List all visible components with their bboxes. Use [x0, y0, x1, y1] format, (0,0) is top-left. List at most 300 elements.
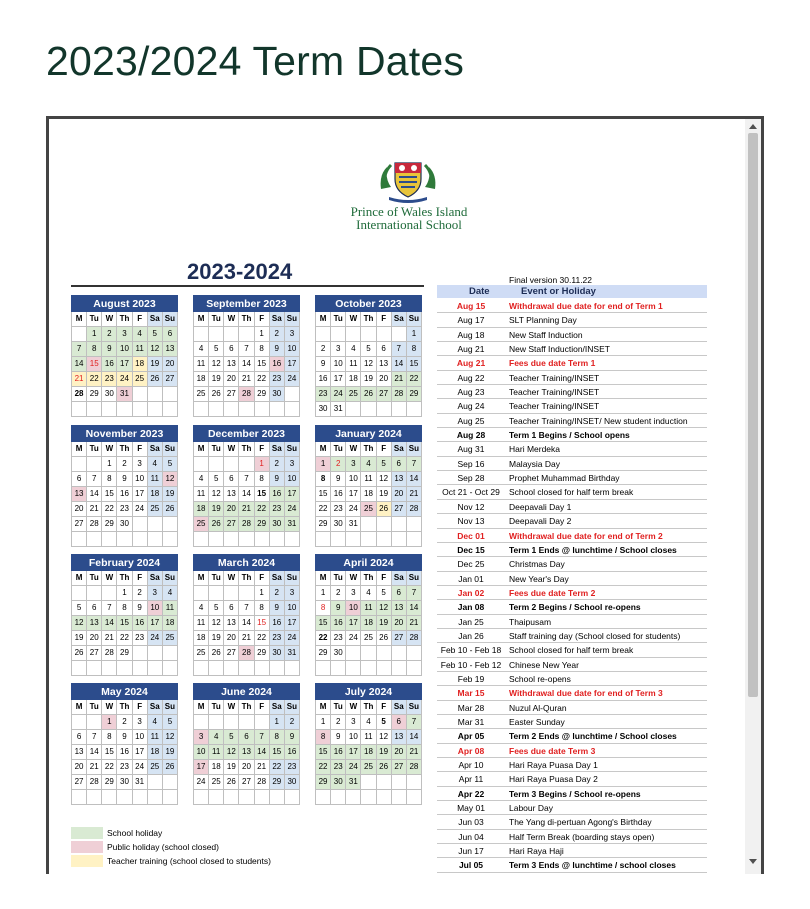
day-cell: [194, 586, 209, 601]
day-cell: 11: [361, 472, 376, 487]
day-cell: [346, 646, 361, 661]
day-cell: 9: [269, 472, 284, 487]
day-cell: [87, 402, 102, 417]
day-cell: 19: [209, 502, 224, 517]
day-cell: 14: [239, 357, 254, 372]
day-cell: [224, 457, 239, 472]
weekday-label: F: [254, 442, 269, 457]
day-cell: [269, 790, 284, 805]
day-cell: 26: [224, 775, 239, 790]
day-cell: 27: [391, 502, 406, 517]
legend-label: Teacher training (school closed to students): [107, 856, 271, 866]
event-row: [437, 500, 737, 514]
day-cell: [194, 402, 209, 417]
day-cell: 4: [194, 601, 209, 616]
day-cell: 7: [406, 586, 421, 601]
day-cell: [284, 402, 299, 417]
event-label: Fees due date Term 3: [509, 745, 596, 756]
day-cell: [132, 402, 147, 417]
weekday-label: Th: [239, 700, 254, 715]
event-label: New Year's Day: [509, 573, 569, 584]
day-cell: 18: [361, 487, 376, 502]
day-cell: 21: [239, 372, 254, 387]
event-date: Aug 25: [457, 415, 485, 426]
day-cell: 14: [406, 472, 421, 487]
day-cell: 18: [209, 760, 224, 775]
day-cell: 7: [391, 342, 406, 357]
day-cell: 3: [194, 730, 209, 745]
day-cell: [239, 790, 254, 805]
term-dates-document: [49, 119, 745, 874]
day-cell: [224, 715, 239, 730]
day-cell: [72, 661, 87, 676]
event-date: Dec 25: [457, 559, 485, 570]
pdf-viewer[interactable]: [46, 116, 764, 874]
day-cell: 6: [224, 472, 239, 487]
event-date: Apr 10: [458, 760, 484, 770]
day-cell: [254, 402, 269, 417]
day-cell: 10: [284, 601, 299, 616]
day-cell: 1: [254, 586, 269, 601]
event-row: [437, 428, 737, 442]
day-cell: 22: [406, 372, 421, 387]
weekday-label: Sa: [269, 442, 284, 457]
day-cell: 15: [316, 745, 331, 760]
event-row: [437, 815, 737, 829]
day-cell: [117, 402, 132, 417]
day-cell: 29: [406, 387, 421, 402]
day-cell: 23: [331, 631, 346, 646]
event-row: [437, 299, 737, 313]
day-cell: 18: [162, 616, 177, 631]
day-cell: 5: [376, 457, 391, 472]
day-cell: 17: [117, 357, 132, 372]
event-row: [437, 342, 737, 356]
weekday-label: Tu: [87, 571, 102, 586]
day-cell: [102, 661, 117, 676]
day-cell: 23: [316, 387, 331, 402]
day-cell: 22: [316, 631, 331, 646]
day-cell: [376, 790, 391, 805]
day-cell: 4: [162, 586, 177, 601]
day-cell: [147, 402, 162, 417]
day-cell: 18: [346, 372, 361, 387]
day-cell: 15: [316, 487, 331, 502]
day-cell: [102, 532, 117, 547]
day-cell: 24: [284, 631, 299, 646]
day-cell: 28: [391, 387, 406, 402]
day-cell: [224, 402, 239, 417]
event-row: [437, 772, 737, 786]
day-cell: 9: [102, 342, 117, 357]
day-cell: [194, 715, 209, 730]
day-cell: 22: [316, 502, 331, 517]
day-cell: 6: [72, 730, 87, 745]
school-name: [309, 205, 509, 231]
day-cell: 18: [132, 357, 147, 372]
day-cell: [406, 402, 421, 417]
day-cell: 17: [194, 760, 209, 775]
day-cell: 31: [132, 775, 147, 790]
day-cell: [194, 661, 209, 676]
event-date: Apr 08: [457, 745, 485, 756]
weekday-label: Sa: [391, 700, 406, 715]
event-label: Withdrawal due date for end of Term 2: [509, 530, 663, 541]
day-cell: 31: [346, 517, 361, 532]
month-calendar: [193, 554, 300, 676]
event-date: Aug 22: [457, 372, 485, 383]
weekday-label: M: [194, 700, 209, 715]
day-cell: 11: [162, 601, 177, 616]
day-cell: 29: [269, 775, 284, 790]
day-cell: 1: [254, 457, 269, 472]
event-date: Aug 17: [457, 315, 485, 326]
day-cell: 12: [209, 487, 224, 502]
day-cell: 22: [102, 502, 117, 517]
day-cell: 27: [72, 775, 87, 790]
day-cell: 8: [254, 601, 269, 616]
event-label: School re-opens: [509, 673, 571, 684]
day-cell: 13: [224, 487, 239, 502]
day-cell: 17: [346, 487, 361, 502]
day-cell: 2: [117, 457, 132, 472]
weekday-label: Sa: [147, 442, 162, 457]
day-cell: 4: [209, 730, 224, 745]
day-cell: 2: [284, 715, 299, 730]
event-row: [437, 758, 737, 772]
day-cell: [284, 387, 299, 402]
event-row: [437, 729, 737, 743]
day-cell: 17: [346, 745, 361, 760]
day-cell: 6: [72, 472, 87, 487]
day-cell: [132, 517, 147, 532]
day-cell: 9: [269, 342, 284, 357]
day-cell: 12: [147, 342, 162, 357]
day-cell: [391, 532, 406, 547]
day-cell: 1: [102, 715, 117, 730]
day-cell: [254, 790, 269, 805]
day-cell: 2: [331, 457, 346, 472]
day-cell: [254, 661, 269, 676]
day-cell: 12: [162, 472, 177, 487]
day-cell: [254, 715, 269, 730]
day-cell: 17: [346, 616, 361, 631]
school-crest-icon: [377, 159, 439, 203]
day-cell: 3: [284, 327, 299, 342]
scroll-thumb[interactable]: [748, 133, 758, 697]
day-cell: 6: [224, 601, 239, 616]
weekday-label: M: [194, 312, 209, 327]
event-row: [437, 830, 737, 844]
day-cell: 5: [147, 327, 162, 342]
day-cell: 21: [391, 372, 406, 387]
day-cell: 13: [391, 472, 406, 487]
day-cell: 11: [346, 357, 361, 372]
event-row: [437, 686, 737, 700]
event-label: New Staff Induction/INSET: [509, 344, 610, 355]
day-cell: 21: [254, 760, 269, 775]
weekday-label: F: [132, 442, 147, 457]
month-calendar: [71, 295, 178, 417]
day-cell: 5: [376, 715, 391, 730]
day-cell: [391, 775, 406, 790]
weekday-label: F: [254, 700, 269, 715]
event-row: [437, 615, 737, 629]
day-cell: 8: [117, 601, 132, 616]
weekday-label: Su: [284, 700, 299, 715]
month-name: March 2024: [194, 555, 300, 571]
day-cell: [391, 646, 406, 661]
day-cell: [406, 517, 421, 532]
weekday-label: Tu: [87, 442, 102, 457]
day-cell: 4: [361, 586, 376, 601]
event-date: Mar 31: [457, 716, 485, 727]
day-cell: 21: [87, 502, 102, 517]
day-cell: 26: [209, 387, 224, 402]
events-list: [437, 299, 737, 873]
day-cell: 30: [117, 775, 132, 790]
day-cell: [87, 790, 102, 805]
weekday-label: Th: [361, 442, 376, 457]
day-cell: 3: [147, 586, 162, 601]
day-cell: [224, 532, 239, 547]
day-cell: 7: [239, 601, 254, 616]
event-row: [437, 744, 737, 758]
day-cell: 20: [391, 745, 406, 760]
day-cell: 25: [147, 502, 162, 517]
day-cell: 24: [194, 775, 209, 790]
day-cell: 2: [102, 327, 117, 342]
event-row: [437, 629, 737, 643]
event-date: Dec 15: [457, 544, 485, 555]
day-cell: 14: [239, 616, 254, 631]
day-cell: 14: [406, 601, 421, 616]
day-cell: 30: [331, 775, 346, 790]
weekday-label: F: [132, 700, 147, 715]
day-cell: 5: [72, 601, 87, 616]
day-cell: 21: [239, 502, 254, 517]
day-cell: 31: [284, 517, 299, 532]
scroll-up-arrow-icon[interactable]: [749, 124, 757, 129]
day-cell: 23: [102, 372, 117, 387]
day-cell: 12: [209, 616, 224, 631]
day-cell: 10: [132, 472, 147, 487]
final-version-note: Final version 30.11.22: [509, 275, 593, 285]
day-cell: [117, 790, 132, 805]
day-cell: 24: [117, 372, 132, 387]
day-cell: 1: [316, 715, 331, 730]
event-date: Oct 21 - Oct 29: [442, 487, 500, 498]
events-header: [437, 285, 707, 298]
event-label: Staff training day (School closed for students): [509, 630, 681, 641]
event-date: Apr 22: [457, 788, 485, 799]
day-cell: 28: [406, 760, 421, 775]
day-cell: 30: [284, 775, 299, 790]
day-cell: 26: [162, 760, 177, 775]
day-cell: 13: [72, 487, 87, 502]
day-cell: [361, 517, 376, 532]
day-cell: 19: [376, 487, 391, 502]
day-cell: 19: [162, 487, 177, 502]
day-cell: 12: [376, 601, 391, 616]
day-cell: 18: [194, 502, 209, 517]
day-cell: [361, 790, 376, 805]
day-cell: 8: [316, 472, 331, 487]
day-cell: 24: [346, 760, 361, 775]
event-date: Jun 17: [458, 846, 484, 857]
day-cell: [162, 517, 177, 532]
day-cell: [391, 661, 406, 676]
event-row: [437, 787, 737, 801]
weekday-label: Su: [284, 571, 299, 586]
event-date: Sep 16: [457, 458, 485, 469]
event-label: Deepavali Day 1: [509, 501, 572, 512]
day-cell: [331, 661, 346, 676]
day-cell: 6: [87, 601, 102, 616]
day-cell: 1: [316, 457, 331, 472]
day-cell: [209, 457, 224, 472]
weekday-label: Th: [239, 442, 254, 457]
day-cell: [224, 790, 239, 805]
day-cell: 12: [376, 472, 391, 487]
day-cell: 24: [346, 631, 361, 646]
event-label: Hari Merdeka: [509, 444, 561, 455]
event-row: [437, 543, 737, 557]
day-cell: 28: [87, 517, 102, 532]
day-cell: 5: [162, 457, 177, 472]
day-cell: 8: [102, 472, 117, 487]
event-row: [437, 442, 737, 456]
scrollbar[interactable]: [745, 119, 761, 874]
event-date: Jan 08: [457, 602, 485, 613]
day-cell: 8: [87, 342, 102, 357]
day-cell: 12: [209, 357, 224, 372]
page-title: 2023/2024 Term Dates: [46, 38, 465, 84]
year-heading: 2023-2024: [187, 259, 293, 284]
day-cell: [117, 661, 132, 676]
weekday-label: Tu: [209, 442, 224, 457]
day-cell: 13: [224, 357, 239, 372]
day-cell: 8: [316, 730, 331, 745]
event-date: Aug 31: [457, 444, 485, 455]
day-cell: [72, 532, 87, 547]
day-cell: 23: [331, 760, 346, 775]
day-cell: [376, 532, 391, 547]
weekday-label: M: [194, 442, 209, 457]
day-cell: [406, 661, 421, 676]
day-cell: [224, 327, 239, 342]
day-cell: 13: [239, 745, 254, 760]
day-cell: 21: [406, 616, 421, 631]
day-cell: 6: [239, 730, 254, 745]
day-cell: 31: [284, 646, 299, 661]
day-cell: 29: [102, 517, 117, 532]
month-calendar: [315, 295, 422, 417]
event-label: Teacher Training/INSET: [509, 372, 600, 383]
event-date: Dec 01: [457, 530, 485, 541]
day-cell: 7: [254, 730, 269, 745]
day-cell: 25: [209, 775, 224, 790]
day-cell: [239, 715, 254, 730]
day-cell: [391, 517, 406, 532]
weekday-label: Th: [239, 312, 254, 327]
day-cell: 7: [87, 730, 102, 745]
day-cell: 9: [284, 730, 299, 745]
day-cell: [132, 532, 147, 547]
weekday-label: Su: [406, 442, 421, 457]
day-cell: [406, 532, 421, 547]
event-label: Chinese New Year: [509, 659, 579, 670]
weekday-label: W: [224, 312, 239, 327]
day-cell: [224, 586, 239, 601]
day-cell: [361, 661, 376, 676]
event-date: Sep 28: [457, 473, 485, 484]
day-cell: [194, 327, 209, 342]
day-cell: 13: [72, 745, 87, 760]
day-cell: 9: [331, 730, 346, 745]
day-cell: 27: [376, 387, 391, 402]
event-row: [437, 715, 737, 729]
event-date: Aug 15: [456, 301, 486, 311]
month-name: February 2024: [72, 555, 178, 571]
event-row: [437, 844, 737, 858]
day-cell: 29: [316, 517, 331, 532]
event-label: Hari Raya Puasa Day 2: [509, 774, 598, 785]
weekday-label: M: [72, 312, 87, 327]
day-cell: 18: [194, 372, 209, 387]
day-cell: [147, 532, 162, 547]
day-cell: 17: [132, 745, 147, 760]
event-row: [437, 572, 737, 586]
day-cell: 25: [346, 387, 361, 402]
day-cell: 10: [132, 730, 147, 745]
day-cell: 29: [254, 387, 269, 402]
day-cell: 22: [316, 760, 331, 775]
weekday-label: F: [254, 571, 269, 586]
day-cell: 30: [331, 646, 346, 661]
day-cell: 15: [102, 745, 117, 760]
weekday-label: Sa: [269, 312, 284, 327]
event-label: Easter Sunday: [509, 716, 565, 727]
event-row: [437, 356, 737, 370]
event-date: Aug 28: [456, 430, 486, 441]
month-name: January 2024: [316, 426, 422, 442]
day-cell: 9: [117, 472, 132, 487]
day-cell: [239, 402, 254, 417]
day-cell: 10: [194, 745, 209, 760]
day-cell: 11: [194, 487, 209, 502]
day-cell: 10: [346, 730, 361, 745]
day-cell: [239, 661, 254, 676]
day-cell: 22: [254, 502, 269, 517]
scroll-down-arrow-icon[interactable]: [749, 859, 757, 864]
day-cell: [316, 790, 331, 805]
weekday-label: F: [376, 312, 391, 327]
day-cell: 3: [284, 586, 299, 601]
day-cell: [162, 790, 177, 805]
day-cell: 2: [316, 342, 331, 357]
day-cell: 25: [361, 760, 376, 775]
event-date: Nov 12: [457, 501, 485, 512]
weekday-label: M: [72, 700, 87, 715]
day-cell: [209, 715, 224, 730]
day-cell: 18: [361, 616, 376, 631]
day-cell: [132, 790, 147, 805]
weekday-label: Tu: [331, 442, 346, 457]
day-cell: 28: [239, 387, 254, 402]
day-cell: 23: [269, 372, 284, 387]
day-cell: 21: [72, 372, 87, 387]
